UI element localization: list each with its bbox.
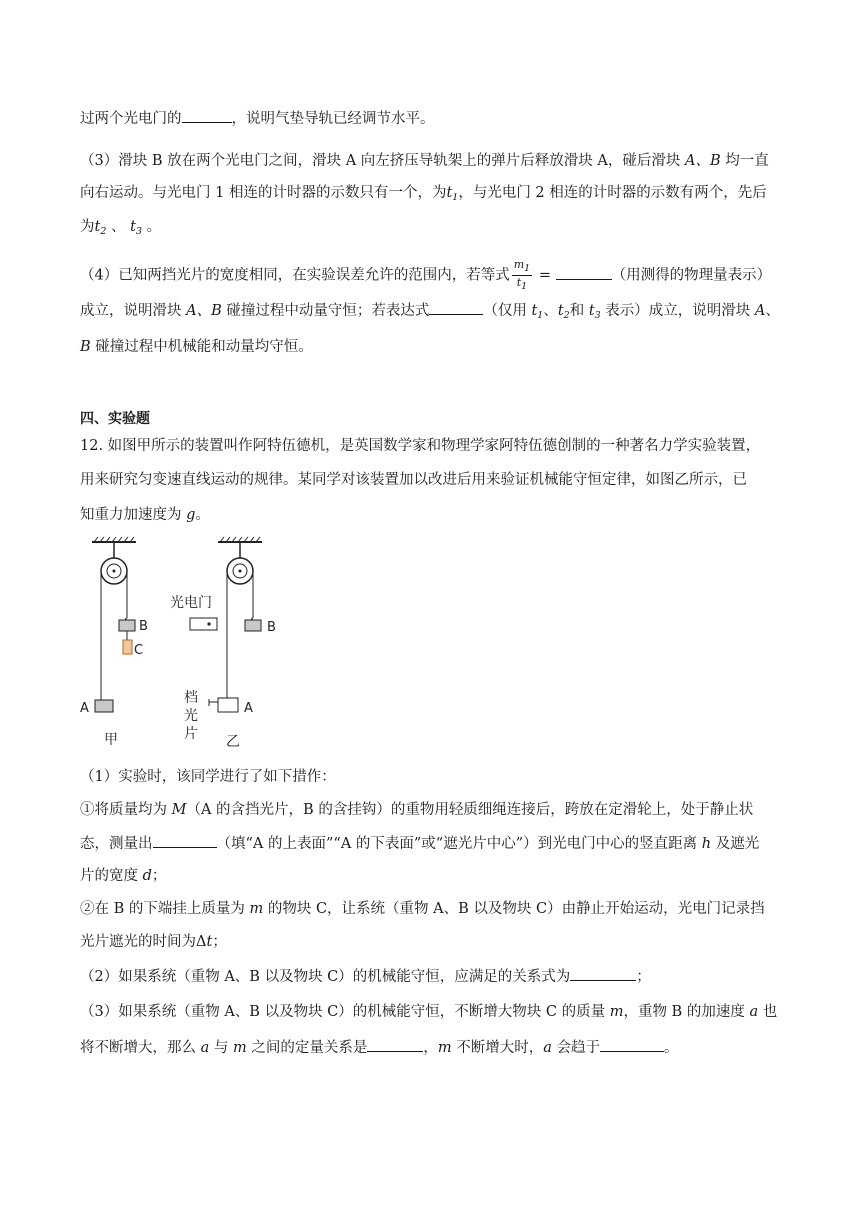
var-m: m <box>249 901 264 917</box>
text: 过两个光电门的 <box>80 111 182 127</box>
text: 为 <box>80 219 95 235</box>
var-t2: t <box>94 219 101 235</box>
var-d: d <box>142 868 152 884</box>
text: （填“A 的上表面”“A 的下表面”或“遮光片中心”）到光电门中心的竖直距离 <box>216 836 702 852</box>
text: 态，测量出 <box>80 836 153 852</box>
var-M: M <box>171 802 187 818</box>
var-t: t <box>531 303 538 319</box>
text: （3）滑块 B 放在两个光电门之间，滑块 A 向左挤压导轨架上的弹片后释放滑块 A，碰后滑块 <box>80 153 685 169</box>
q12-step1-line-2 <box>80 833 759 854</box>
text: 不断增大时， <box>451 1040 544 1056</box>
text: 知重力加速度为 <box>80 507 187 523</box>
var-m: m <box>609 1004 624 1020</box>
text: ，与光电门 2 相连的计时器的示数有两个，先后 <box>458 185 767 201</box>
text: 、 <box>765 303 780 319</box>
q12-step2-line-1 <box>80 899 765 919</box>
text: 的物块 C，让系统（重物 A、B 以及物块 C）由静止开始运动，光电门记录挡 <box>263 901 765 917</box>
sub: 1 <box>537 310 544 321</box>
q11-p3-line-1 <box>80 151 769 171</box>
label-A: A <box>80 701 89 716</box>
text: 也 <box>758 1004 778 1020</box>
text: （3）如果系统（重物 A、B 以及物块 C）的机械能守恒，不断增大物块 C 的质量 <box>80 1004 610 1020</box>
text: 和 <box>569 303 589 319</box>
q12-step2-line-2 <box>80 932 227 952</box>
text: 之间的定量关系是 <box>246 1040 368 1056</box>
text: B <box>80 339 91 355</box>
text: 均一直 <box>720 153 769 169</box>
weight-B <box>119 620 135 631</box>
label-jia: 甲 <box>104 732 118 748</box>
q11-p4-line-1 <box>80 258 771 293</box>
text: 碰撞过程中机械能和动量均守恒。 <box>90 339 313 355</box>
var-m: m <box>437 1040 452 1056</box>
text: （A 的含挡光片，B 的含挂钩）的重物用轻质细绳连接后，跨放在定滑轮上，处于静止状 <box>186 802 754 818</box>
text: 光片遮光的时间为Δ <box>80 934 207 950</box>
den: t <box>516 276 522 289</box>
q12-line-3 <box>80 505 210 525</box>
label-shading-2: 光 <box>184 708 198 724</box>
q11-p3-line-3 <box>80 217 161 242</box>
weight-A <box>95 700 113 712</box>
var-t: t <box>557 303 564 319</box>
answer-blank[interactable] <box>367 1037 423 1052</box>
text: ②在 B 的下端挂上质量为 <box>80 901 250 917</box>
text: = <box>534 267 556 284</box>
var-t1: t <box>446 185 453 201</box>
text: ， <box>423 1040 438 1056</box>
text: ，说明气垫导轨已经调节水平。 <box>231 111 435 127</box>
var-g: g <box>186 507 196 523</box>
label-A: A <box>244 701 253 716</box>
sub: 1 <box>524 263 531 274</box>
photogate-dot <box>207 622 210 625</box>
block-C <box>123 640 132 654</box>
weight-B <box>245 620 261 631</box>
q11-p3-line-2 <box>80 183 767 208</box>
q12-p1: （1）实验时，该同学进行了如下措作： <box>80 769 336 785</box>
answer-blank[interactable] <box>600 1037 664 1052</box>
weight-A <box>218 698 238 712</box>
label-shading-1: 档 <box>184 690 198 706</box>
var-a: a <box>749 1004 759 1020</box>
sub: 3 <box>594 310 601 321</box>
sub: 2 <box>563 310 570 321</box>
fraction-m1-t1 <box>512 258 532 293</box>
text: （2）如果系统（重物 A、B 以及物块 C）的机械能守恒，应满足的关系式为 <box>80 969 571 985</box>
num: m <box>513 258 525 271</box>
answer-blank[interactable] <box>182 108 232 123</box>
label-shading-3: 片 <box>184 726 198 742</box>
answer-blank[interactable] <box>556 265 612 280</box>
figure-yi <box>170 537 276 750</box>
var-t3: t <box>130 219 136 235</box>
text: 与 <box>209 1040 233 1056</box>
text: 、 <box>543 303 558 319</box>
label-C: C <box>134 643 144 658</box>
label-yi: 乙 <box>226 734 240 750</box>
section-title: 四、实验题 <box>80 411 150 427</box>
var-a: a <box>543 1040 552 1056</box>
label-B: B <box>267 620 276 635</box>
var-t: t <box>206 934 213 950</box>
text: 将不断增大，那么 <box>80 1040 201 1056</box>
q12-p3-line-2 <box>80 1037 678 1058</box>
text: 片的宽度 <box>80 868 143 884</box>
pulley-axle <box>239 570 242 573</box>
q12-line-2: 用来研究匀变速直线运动的规律。某同学对该装置加以改进后用来验证机械能守恒定律，如图乙所示，已 <box>80 472 747 488</box>
text: 。 <box>195 507 210 523</box>
q12-p2 <box>80 966 651 987</box>
q12-step1-line-1 <box>80 800 753 820</box>
sub: 1 <box>452 192 459 203</box>
text: 会趋于 <box>551 1040 600 1056</box>
text: 及遮光 <box>711 836 760 852</box>
text: ①将质量均为 <box>80 802 172 818</box>
var-m: m <box>232 1040 247 1056</box>
q12-step1-line-3 <box>80 866 166 886</box>
text: A、B <box>684 153 721 169</box>
text: （4）已知两挡光片的宽度相同，在实验误差允许的范围内，若等式 <box>80 267 510 284</box>
answer-blank[interactable] <box>153 833 217 848</box>
text: 。 <box>141 219 162 235</box>
text: 、 <box>106 219 131 235</box>
q11-p4-line-2 <box>80 300 780 326</box>
text: ； <box>636 969 651 985</box>
q11-line-1 <box>80 108 435 129</box>
text: A、B <box>186 303 222 319</box>
text: 碰撞过程中动量守恒；若表达式 <box>221 303 430 319</box>
q12-line-1: 12. 如图甲所示的装置叫作阿特伍德机，是英国数学家和物理学家阿特伍德创制的一种著名力学实验装置， <box>80 438 761 454</box>
pulley-axle <box>113 570 116 573</box>
label-photogate: 光电门 <box>170 595 212 611</box>
text: ； <box>212 934 227 950</box>
text: （仅用 <box>483 303 532 319</box>
label-B: B <box>139 619 148 634</box>
atwood-machine-figure <box>78 536 298 752</box>
text: 向右运动。与光电门 1 相连的计时器的示数只有一个，为 <box>80 185 447 201</box>
q12-p3-line-1 <box>80 1002 777 1022</box>
var-a: a <box>200 1040 210 1056</box>
text: ； <box>151 868 167 884</box>
text: A <box>754 303 766 319</box>
var-t: t <box>588 303 595 319</box>
sub: 2 <box>100 226 107 237</box>
text: ，重物 B 的加速度 <box>623 1004 750 1020</box>
answer-blank[interactable] <box>570 966 636 981</box>
q11-p4-line-3 <box>80 337 313 357</box>
text: 。 <box>663 1040 679 1056</box>
photogate <box>190 618 217 630</box>
text: （用测得的物理量表示） <box>611 267 772 284</box>
text: 表示）成立，说明滑块 <box>600 303 755 319</box>
var-h: h <box>701 836 712 852</box>
figure-jia <box>80 537 148 748</box>
answer-blank[interactable] <box>429 300 483 315</box>
sub: 3 <box>135 226 142 237</box>
sub: 1 <box>521 281 528 292</box>
text: 成立，说明滑块 <box>80 303 187 319</box>
